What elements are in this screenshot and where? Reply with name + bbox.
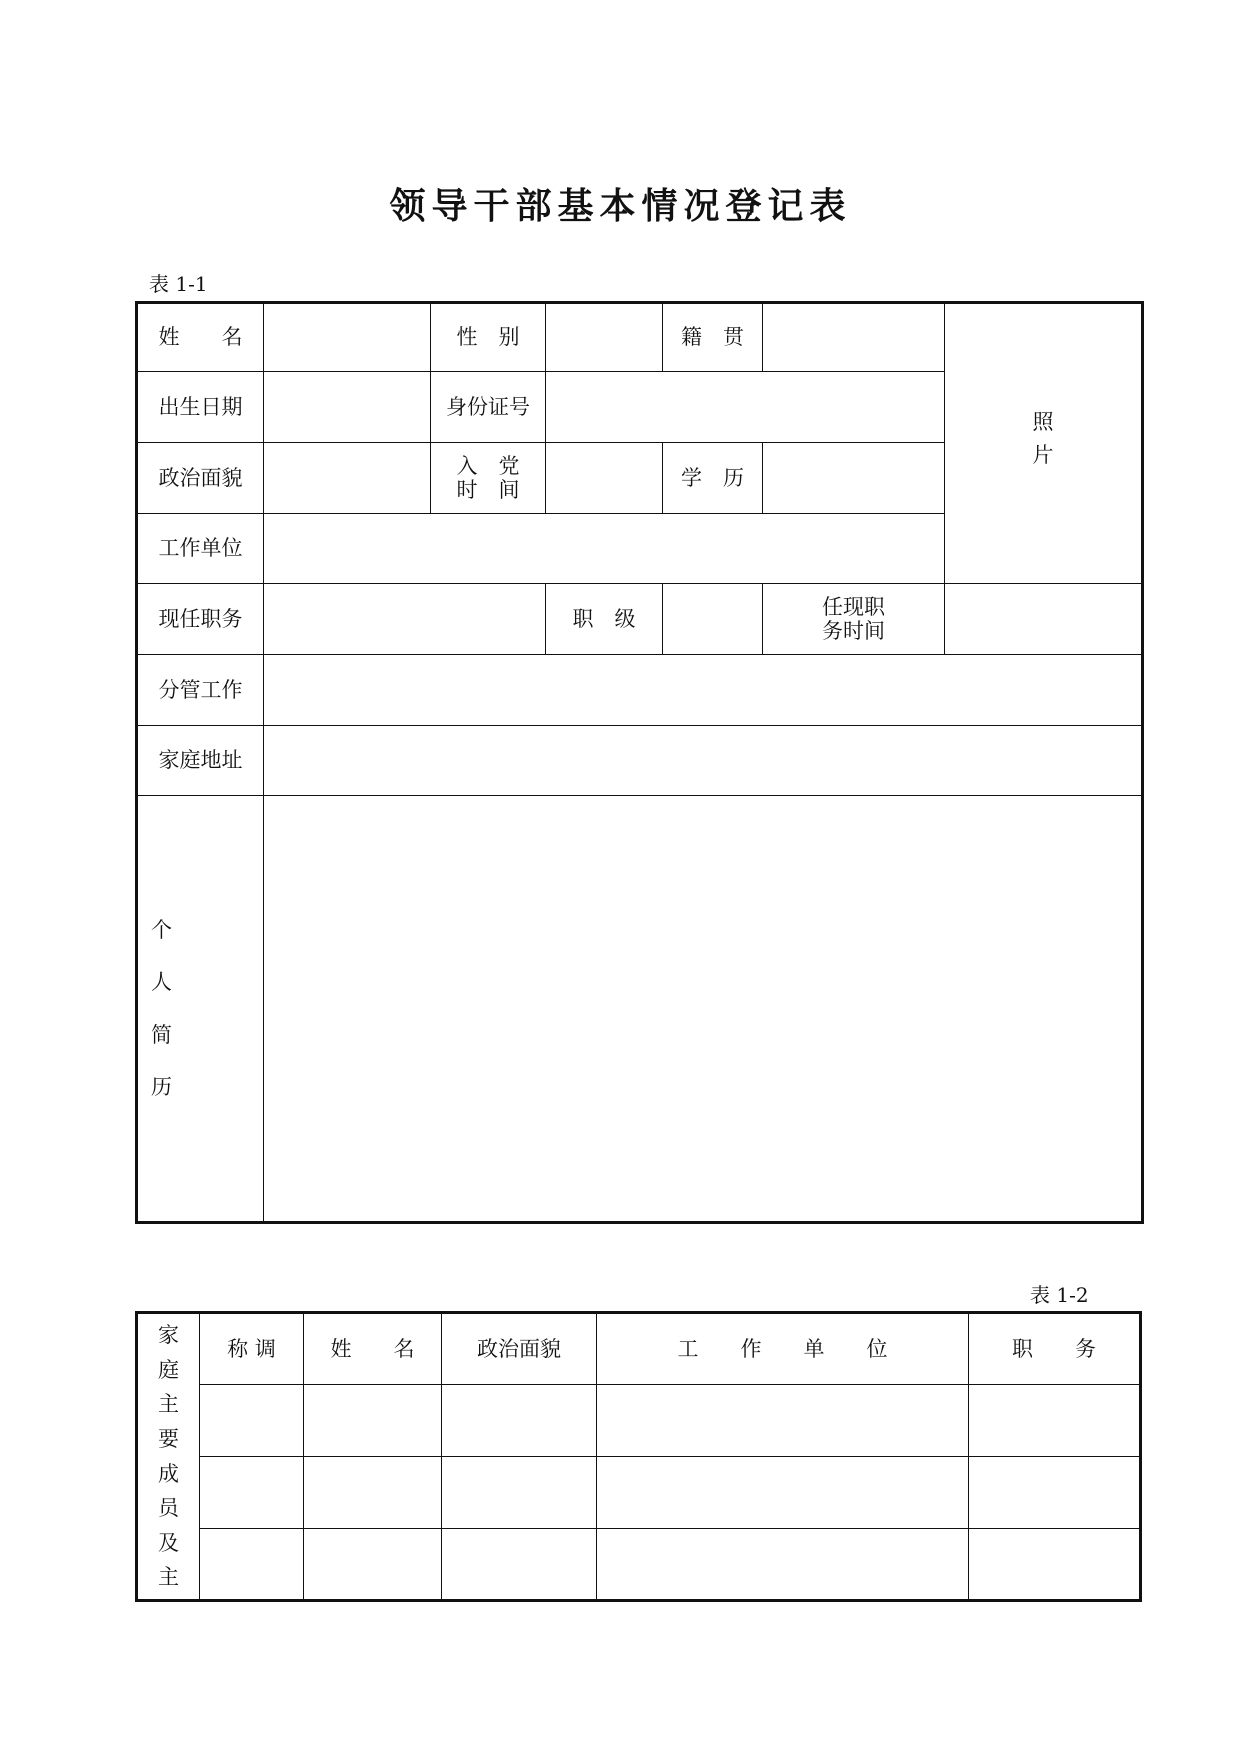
party-join-line-2: 时 间 xyxy=(456,478,520,502)
table-row xyxy=(137,1457,1141,1529)
relation-field[interactable] xyxy=(200,1385,304,1457)
member-political-field[interactable] xyxy=(442,1457,597,1529)
party-join-line-1: 入 党 xyxy=(456,453,520,478)
member-work-unit-field[interactable] xyxy=(597,1385,969,1457)
current-post-label: 现任职务 xyxy=(137,584,264,655)
rank-field[interactable] xyxy=(663,584,763,655)
native-place-field[interactable] xyxy=(763,303,945,372)
gender-field[interactable] xyxy=(546,303,663,372)
resume-label: 个人简历 xyxy=(151,917,172,1099)
table-row xyxy=(137,1529,1141,1601)
education-label: 学 历 xyxy=(663,443,763,514)
id-number-field[interactable] xyxy=(546,372,945,443)
party-join-time-label xyxy=(431,443,546,514)
col-header-relation: 称 调 xyxy=(200,1313,304,1385)
member-name-field[interactable] xyxy=(304,1385,442,1457)
id-number-label: 身份证号 xyxy=(431,372,546,443)
table-2-tag: 表 1-2 xyxy=(1030,1283,1089,1307)
post-time-line-1: 任现职 xyxy=(822,594,885,619)
table-1-tag: 表 1-1 xyxy=(149,272,208,296)
member-work-unit-field[interactable] xyxy=(597,1457,969,1529)
family-side-label-cell xyxy=(137,1313,200,1601)
work-unit-field[interactable] xyxy=(264,514,945,584)
member-post-field[interactable] xyxy=(969,1385,1141,1457)
rank-label: 职 级 xyxy=(546,584,663,655)
member-political-field[interactable] xyxy=(442,1385,597,1457)
birth-date-label: 出生日期 xyxy=(137,372,264,443)
member-name-field[interactable] xyxy=(304,1529,442,1601)
name-field[interactable] xyxy=(264,303,431,372)
native-place-label: 籍 贯 xyxy=(663,303,763,372)
family-side-label: 家庭主要成员及主 xyxy=(158,1322,179,1590)
member-political-field[interactable] xyxy=(442,1529,597,1601)
relation-field[interactable] xyxy=(200,1529,304,1601)
relation-field[interactable] xyxy=(200,1457,304,1529)
col-header-political: 政治面貌 xyxy=(442,1313,597,1385)
political-status-field[interactable] xyxy=(264,443,431,514)
resume-label-cell xyxy=(137,796,264,1223)
post-time-label xyxy=(763,584,945,655)
page-title: 领导干部基本情况登记表 xyxy=(389,186,852,227)
political-status-label: 政治面貌 xyxy=(137,443,264,514)
work-unit-label: 工作单位 xyxy=(137,514,264,584)
home-address-field[interactable] xyxy=(264,726,1143,796)
duties-field[interactable] xyxy=(264,655,1143,726)
post-time-field[interactable] xyxy=(945,584,1143,655)
name-label: 姓 名 xyxy=(137,303,264,372)
col-header-name: 姓 名 xyxy=(304,1313,442,1385)
party-join-time-field[interactable] xyxy=(546,443,663,514)
education-field[interactable] xyxy=(763,443,945,514)
member-name-field[interactable] xyxy=(304,1457,442,1529)
family-members-table xyxy=(135,1311,1142,1602)
table-row xyxy=(137,1385,1141,1457)
post-time-line-2: 务时间 xyxy=(822,619,885,643)
member-post-field[interactable] xyxy=(969,1529,1141,1601)
birth-date-field[interactable] xyxy=(264,372,431,443)
member-post-field[interactable] xyxy=(969,1457,1141,1529)
home-address-label: 家庭地址 xyxy=(137,726,264,796)
photo-area[interactable] xyxy=(945,303,1143,584)
col-header-post: 职 务 xyxy=(969,1313,1141,1385)
member-work-unit-field[interactable] xyxy=(597,1529,969,1601)
col-header-work-unit: 工 作 单 位 xyxy=(597,1313,969,1385)
gender-label: 性 别 xyxy=(431,303,546,372)
current-post-field[interactable] xyxy=(264,584,546,655)
duties-label: 分管工作 xyxy=(137,655,264,726)
photo-label: 照片 xyxy=(1032,409,1054,467)
basic-info-table xyxy=(135,301,1144,1224)
resume-field[interactable] xyxy=(264,796,1143,1223)
